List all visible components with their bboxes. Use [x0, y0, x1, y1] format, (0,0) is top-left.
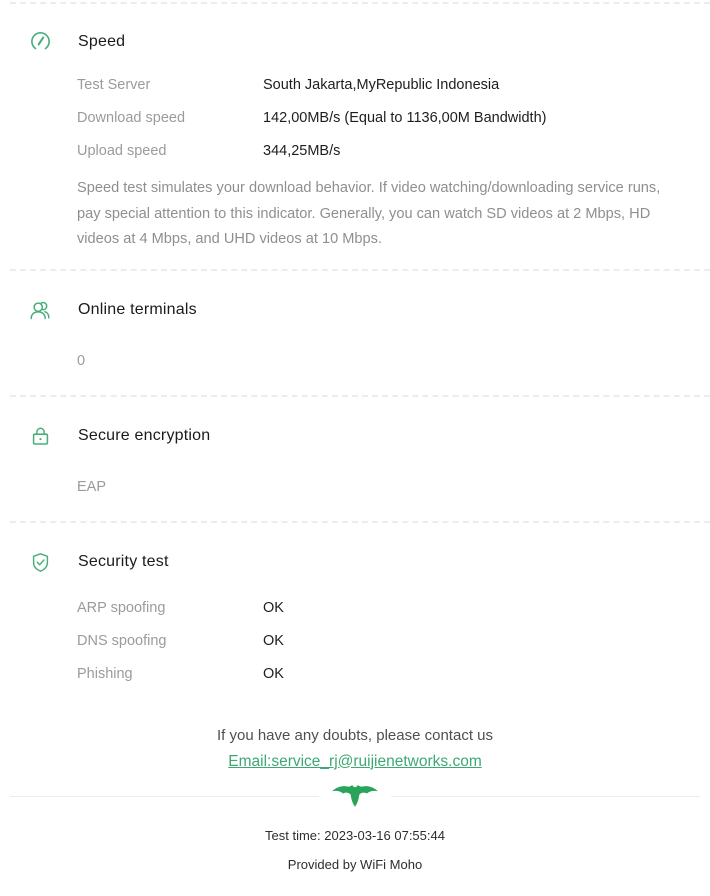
divider-line	[391, 796, 700, 797]
people-icon	[28, 298, 52, 322]
table-row	[77, 666, 710, 683]
row-label: Test Server	[77, 77, 151, 93]
section-dashed-divider	[10, 395, 710, 397]
online-terminals-body	[28, 353, 710, 370]
contact-text: If you have any doubts, please contact us	[216, 726, 493, 744]
security-test-rows	[28, 600, 710, 683]
section-online-terminals-header	[28, 299, 710, 322]
section-security-test	[0, 551, 710, 683]
section-title: Speed	[78, 32, 126, 50]
online-terminals-count: 0	[77, 352, 86, 369]
row-value: South Jakarta,MyRepublic Indonesia	[263, 77, 500, 93]
section-speed-header	[28, 30, 710, 53]
row-value: 344,25MB/s	[263, 143, 341, 159]
encryption-type: EAP	[77, 478, 107, 495]
table-row	[77, 143, 710, 160]
section-title: Security test	[78, 553, 169, 570]
bat-logo-icon	[332, 785, 378, 808]
gauge-icon	[28, 30, 52, 54]
lock-icon	[28, 424, 52, 448]
shield-check-icon	[28, 550, 52, 574]
logo-divider	[10, 785, 700, 808]
top-dashed-divider	[10, 2, 710, 4]
divider-line	[10, 796, 319, 797]
table-row	[77, 77, 710, 94]
row-label: Download speed	[77, 110, 186, 126]
provided-by: Provided by WiFi Moho	[287, 856, 423, 872]
row-value: OK	[263, 632, 284, 649]
section-dashed-divider	[10, 269, 710, 271]
table-row	[77, 110, 710, 127]
section-secure-encryption	[0, 425, 710, 496]
row-label: DNS spoofing	[77, 632, 167, 649]
row-value: OK	[263, 599, 284, 616]
report-footer	[0, 727, 710, 872]
table-row	[77, 600, 710, 617]
section-dashed-divider	[10, 521, 710, 523]
speed-rows	[28, 77, 710, 253]
section-speed	[0, 30, 710, 253]
section-title: Online terminals	[78, 301, 197, 318]
row-label: Upload speed	[77, 143, 167, 159]
speed-description: Speed test simulates your download behavior. If video watching/downloading service runs, pay special attention to this indicator. Generally, you can watch SD videos at 2 Mbps, HD videos at 4 Mbps, and UHD videos at 10 Mbps.	[77, 180, 661, 247]
section-title: Secure encryption	[78, 427, 211, 444]
wifi-test-report	[0, 2, 710, 872]
contact-email-link[interactable]: Email:service_rj@ruijienetworks.com	[228, 752, 482, 770]
section-secure-encryption-header	[28, 425, 710, 448]
test-time: Test time: 2023-03-16 07:55:44	[265, 827, 445, 843]
row-label: ARP spoofing	[77, 599, 166, 616]
secure-encryption-body	[28, 479, 710, 496]
section-security-test-header	[28, 551, 710, 574]
table-row	[77, 633, 710, 650]
row-value: OK	[263, 665, 284, 682]
section-online-terminals	[0, 299, 710, 370]
row-value: 142,00MB/s (Equal to 1136,00M Bandwidth)	[263, 110, 547, 126]
row-label: Phishing	[77, 665, 133, 682]
